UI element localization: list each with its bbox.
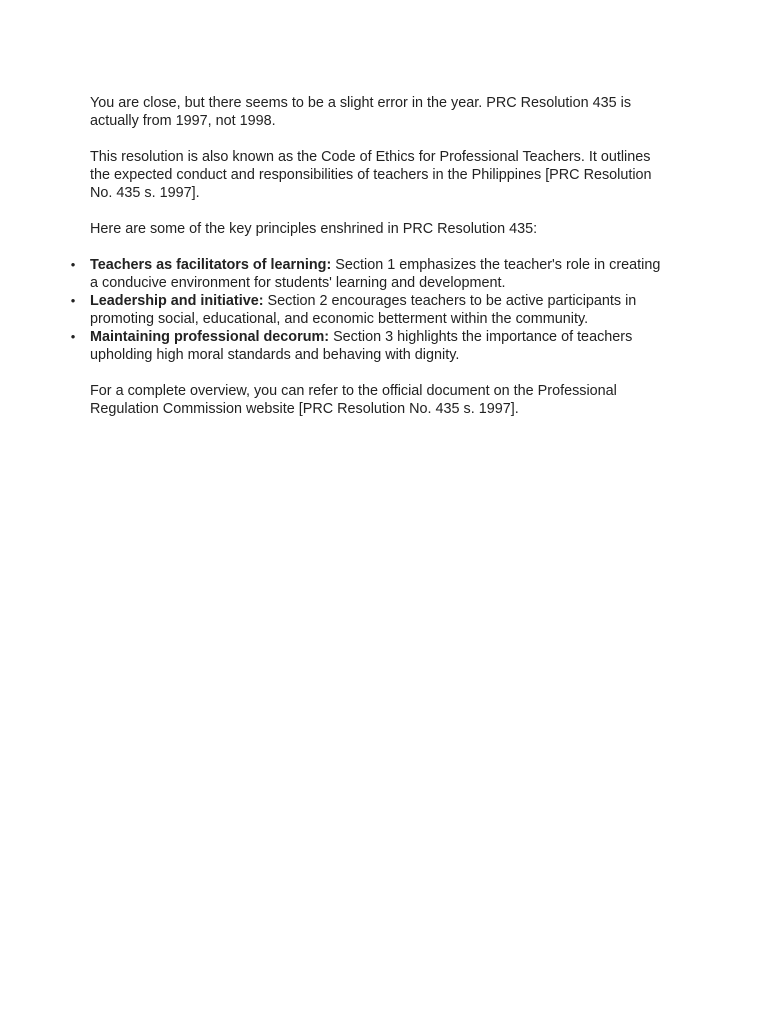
intro-paragraph: You are close, but there seems to be a slight error in the year. PRC Resolution 435 is actually from 1997, not 1998. bbox=[90, 95, 632, 129]
list-item bbox=[70, 328, 670, 364]
closing-paragraph: For a complete overview, you can refer to the official document on the Professional Regulation Commission website [PRC Resolution No. 435 s. 1997]. bbox=[90, 383, 617, 417]
principle-term: Maintaining professional decorum: bbox=[90, 329, 330, 345]
principle-text: Section 1 emphasizes the teacher's role in creating a conducive environment for students' learning and development. bbox=[90, 257, 661, 291]
resolution-description-paragraph: This resolution is also known as the Code of Ethics for Professional Teachers. It outlines the expected conduct and responsibilities of teachers in the Philippines [PRC Resolution No. 435 s. 1997]. bbox=[90, 149, 652, 201]
list-item bbox=[70, 292, 670, 328]
document-body bbox=[70, 94, 670, 436]
principles-lead-paragraph: Here are some of the key principles enshrined in PRC Resolution 435: bbox=[90, 221, 538, 237]
bullet-icon: • bbox=[70, 293, 76, 308]
bullet-icon: • bbox=[70, 257, 76, 272]
list-item bbox=[70, 256, 670, 292]
bullet-icon: • bbox=[70, 329, 76, 344]
principle-text: Section 2 encourages teachers to be active participants in promoting social, educational, and economic betterment within the community. bbox=[90, 293, 637, 327]
principle-text: Section 3 highlights the importance of teachers upholding high moral standards and behaving with dignity. bbox=[90, 329, 633, 363]
principles-list bbox=[70, 256, 670, 364]
principle-term: Leadership and initiative: bbox=[90, 293, 264, 309]
principle-term: Teachers as facilitators of learning: bbox=[90, 257, 332, 273]
